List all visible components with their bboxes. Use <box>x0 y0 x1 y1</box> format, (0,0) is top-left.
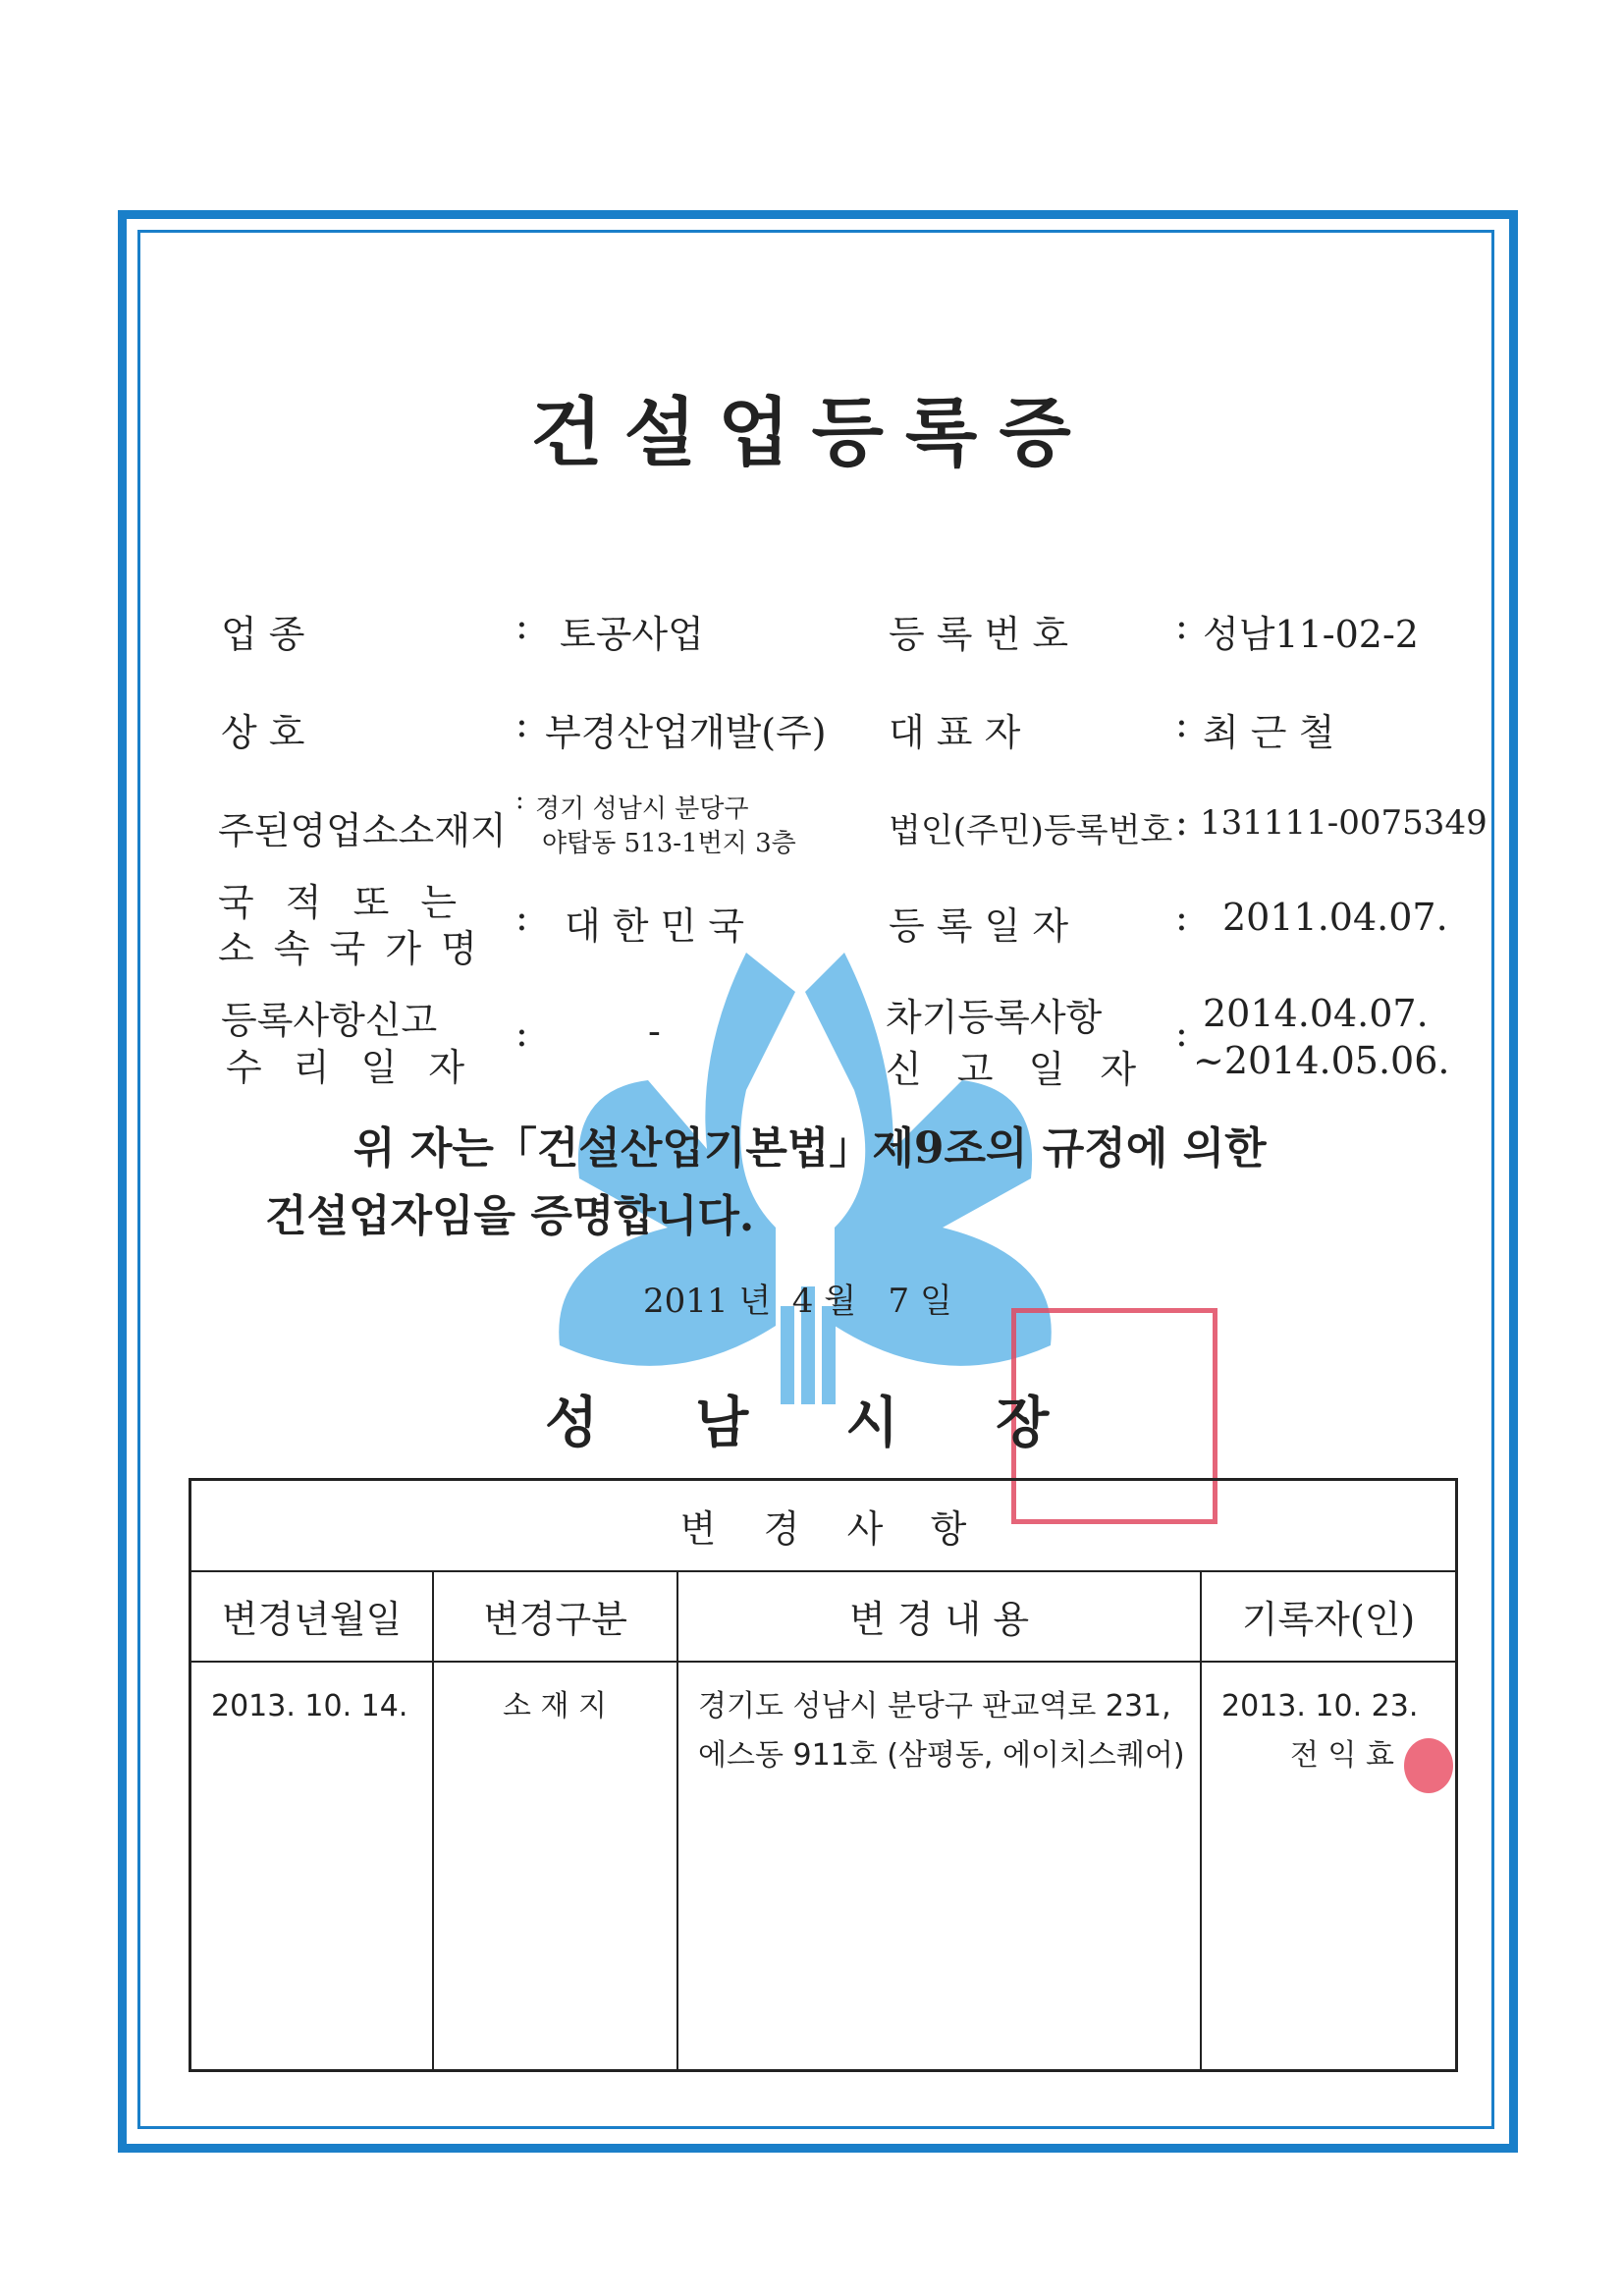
colon: : <box>515 896 528 939</box>
table-row <box>190 1662 1457 2071</box>
label-nationality-line1: 국 적 또 는 <box>218 881 467 924</box>
label-next-report-line2: 신 고 일 자 <box>886 1048 1149 1091</box>
colon: : <box>515 786 524 815</box>
changes-table-title: 변 경 사 항 <box>190 1480 1457 1571</box>
colon: : <box>1175 800 1188 844</box>
colon: : <box>1175 1011 1188 1055</box>
label-reg-date: 등 록 일 자 <box>889 904 1069 948</box>
value-representative: 최 근 철 <box>1203 711 1335 754</box>
statement-line1: 위 자는「건설산업기본법」제9조의 규정에 의한 <box>353 1123 1267 1174</box>
value-corp-reg-no: 131111-0075349 <box>1200 803 1488 843</box>
header-change-type: 변경구분 <box>433 1571 677 1662</box>
colon: : <box>1175 604 1188 647</box>
change-date: 2013. 10. 14. <box>190 1662 434 2071</box>
label-company-name: 상 호 <box>221 711 305 754</box>
recorder-name: 전 익 효 <box>1290 1737 1395 1773</box>
colon: : <box>515 702 528 745</box>
change-content-line2: 에스동 911호 (삼평동, 에이치스퀘어) <box>698 1737 1185 1773</box>
label-registration-no: 등 록 번 호 <box>889 613 1069 656</box>
value-next-report-line1: 2014.04.07. <box>1203 992 1429 1035</box>
value-main-office-line2: 야탑동 513-1번지 3층 <box>542 829 796 858</box>
colon: : <box>1175 896 1188 939</box>
value-main-office-line1: 경기 성남시 분당구 <box>535 794 749 824</box>
header-change-date: 변경년월일 <box>190 1571 434 1662</box>
label-report-accept-line2: 수 리 일 자 <box>226 1046 475 1089</box>
issue-date: 2011 년 4 월 7 일 <box>643 1282 952 1321</box>
colon: : <box>515 1011 528 1055</box>
colon: : <box>515 604 528 647</box>
document-title: 건설업등록증 <box>530 389 1093 476</box>
change-content <box>677 1662 1201 2071</box>
colon: : <box>1175 702 1188 745</box>
changes-table <box>189 1478 1458 2072</box>
label-main-office: 주된영업소소재지 <box>218 809 507 852</box>
header-change-content: 변 경 내 용 <box>677 1571 1201 1662</box>
label-nationality-line2: 소 속 국 가 명 <box>218 927 481 970</box>
label-next-report-line1: 차기등록사항 <box>886 996 1103 1039</box>
value-company-name: 부경산업개발(주) <box>545 711 827 754</box>
statement-line2: 건설업자임을 증명합니다. <box>265 1191 755 1241</box>
label-representative: 대 표 자 <box>889 711 1021 754</box>
label-business-type: 업 종 <box>221 613 305 656</box>
header-recorder: 기록자(인) <box>1201 1571 1457 1662</box>
value-report-accept: - <box>648 1010 661 1053</box>
value-business-type: 토공사업 <box>560 613 704 656</box>
recorder <box>1201 1662 1457 2071</box>
recorder-date: 2013. 10. 23. <box>1221 1688 1419 1723</box>
label-report-accept-line1: 등록사항신고 <box>221 999 438 1042</box>
value-registration-no: 성남11-02-2 <box>1203 613 1419 656</box>
change-type: 소 재 지 <box>433 1662 677 2071</box>
value-nationality: 대 한 민 국 <box>565 904 745 948</box>
value-reg-date: 2011.04.07. <box>1222 896 1448 939</box>
recorder-seal <box>1404 1738 1453 1793</box>
change-content-line1: 경기도 성남시 분당구 판교역로 231, <box>698 1688 1171 1723</box>
value-next-report-line2: ~2014.05.06. <box>1193 1039 1450 1082</box>
label-corp-reg-no: 법인(주민)등록번호 <box>889 811 1173 850</box>
issuer: 성 남 시 장 <box>545 1391 1069 1455</box>
